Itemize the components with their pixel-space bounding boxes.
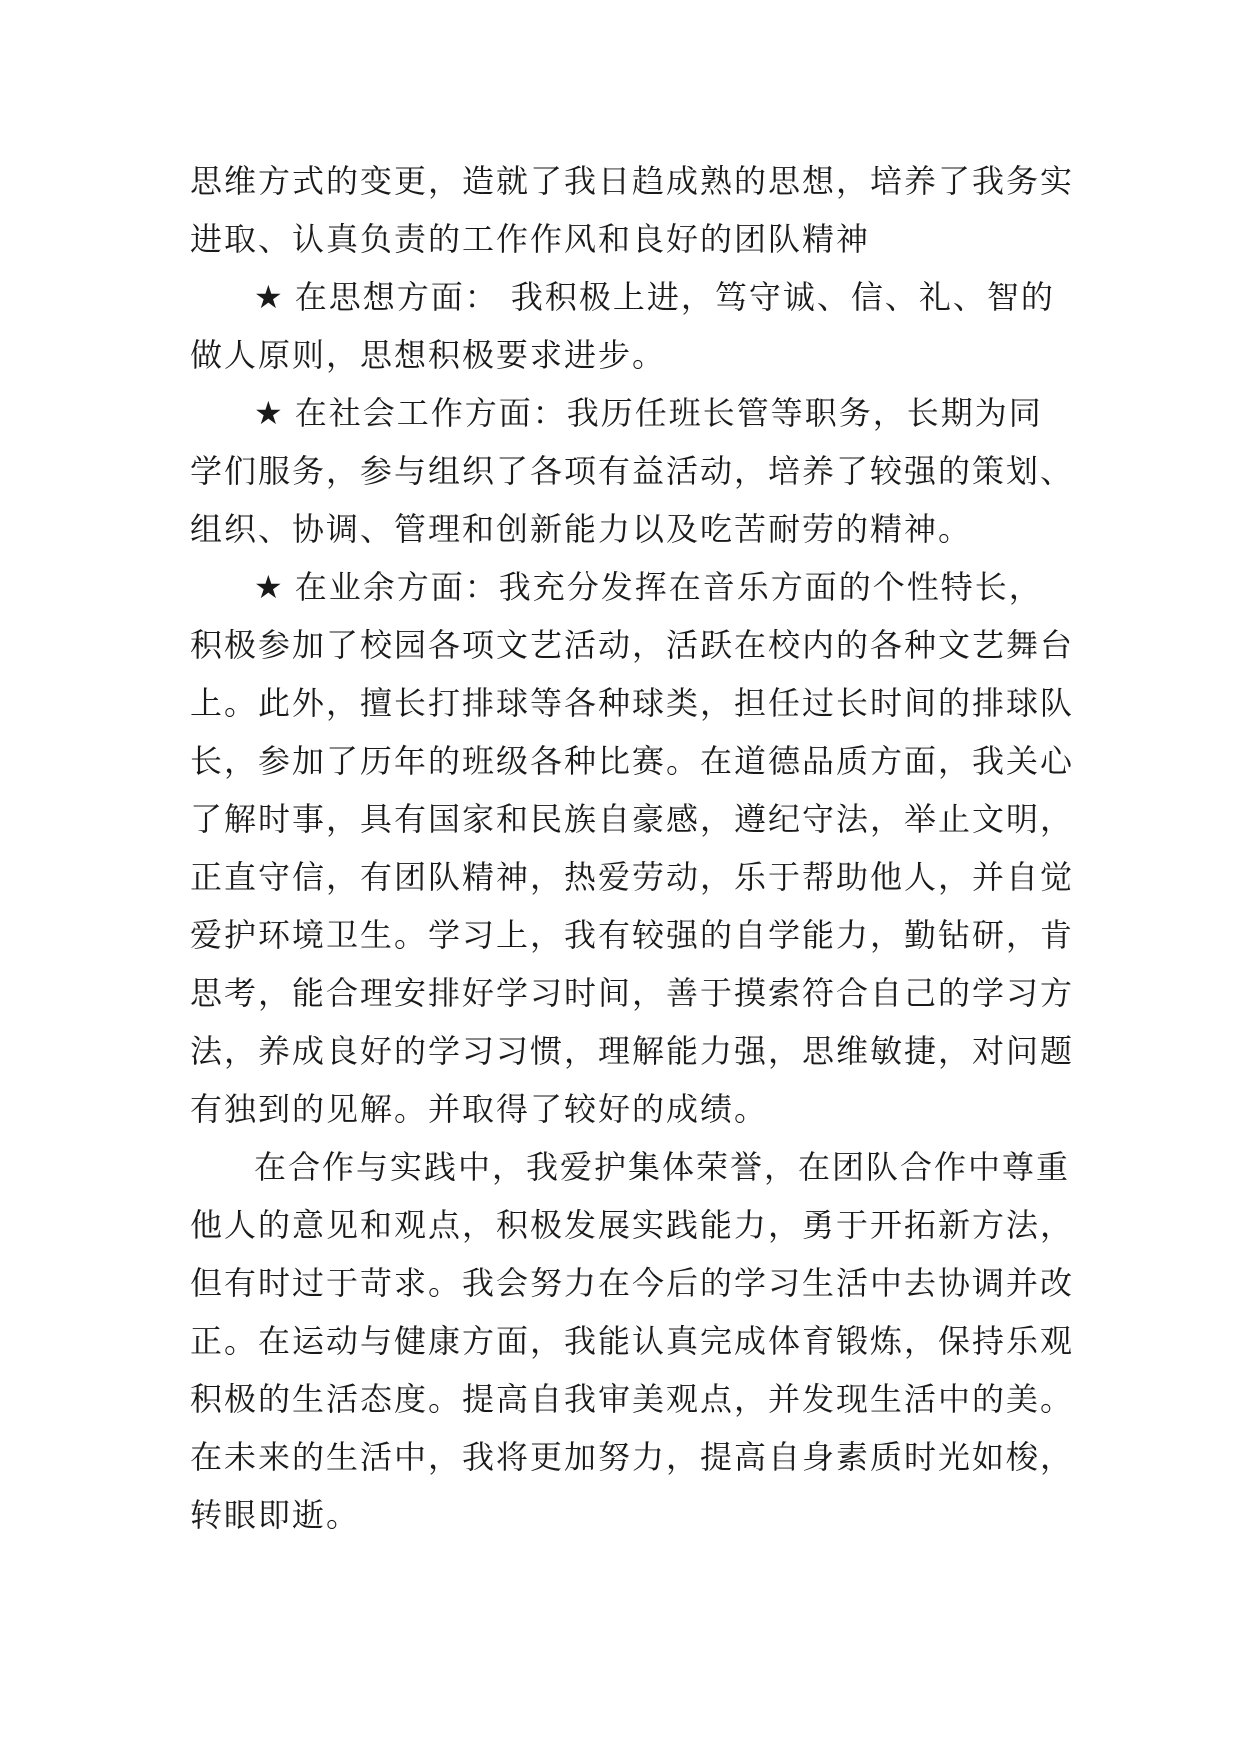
text-line [190,558,1054,616]
text-line: 积极的生活态度。提高自我审美观点，并发现生活中的美。 [190,1380,1075,1418]
paragraph-3 [190,384,1075,558]
text-line: 但有时过于苛求。我会努力在今后的学习生活中去协调并改 [190,1264,1075,1302]
text-line: 上。此外，擅长打排球等各种球类，担任过长时间的排球队 [190,684,1075,722]
text-line [190,384,1054,442]
text-line: 他人的意见和观点，积极发展实践能力，勇于开拓新方法， [190,1206,1075,1244]
star-bullet-icon: ★ [254,278,285,316]
text-line: 法，养成良好的学习习惯，理解能力强，思维敏捷，对问题 [190,1032,1075,1070]
text-line-content: 在社会工作方面：我历任班长管等职务，长期为同 [294,394,1043,432]
text-line: 做人原则，思想积极要求进步。 [190,336,667,374]
text-line: 转眼即逝。 [190,1496,361,1534]
text-line-content: 在业余方面：我充分发挥在音乐方面的个性特长， [294,568,1043,606]
text-line [190,268,1054,326]
paragraph-4 [190,558,1075,1138]
paragraph-2 [190,268,1054,384]
text-line: 组织、协调、管理和创新能力以及吃苦耐劳的精神。 [190,510,973,548]
star-bullet-icon: ★ [254,394,285,432]
text-line: 思维方式的变更，造就了我日趋成熟的思想，培养了我务实 [190,162,1075,200]
text-line: 进取、认真负责的工作作风和良好的团队精神 [190,220,871,258]
text-line: 正直守信，有团队精神，热爱劳动，乐于帮助他人，并自觉 [190,858,1075,896]
text-line-content: 在思想方面： 我积极上进，笃守诚、信、礼、智的 [294,278,1055,316]
text-line: 了解时事，具有国家和民族自豪感，遵纪守法，举止文明， [190,800,1075,838]
text-line: 爱护环境卫生。学习上，我有较强的自学能力，勤钻研，肯 [190,916,1075,954]
text-line: 正。在运动与健康方面，我能认真完成体育锻炼，保持乐观 [190,1322,1075,1360]
text-line: 学们服务，参与组织了各项有益活动，培养了较强的策划、 [190,452,1075,490]
text-line: 有独到的见解。并取得了较好的成绩。 [190,1090,769,1128]
text-line: 思考，能合理安排好学习时间，善于摸索符合自己的学习方 [190,974,1075,1012]
paragraph-5 [190,1138,1075,1544]
document-body [190,152,1075,1544]
text-line: 在合作与实践中，我爱护集体荣誉，在团队合作中尊重 [254,1148,1071,1186]
text-line: 长，参加了历年的班级各种比赛。在道德品质方面，我关心 [190,742,1075,780]
text-line: 在未来的生活中，我将更加努力，提高自身素质时光如梭， [190,1438,1075,1476]
paragraph-1 [190,152,1075,268]
text-line: 积极参加了校园各项文艺活动，活跃在校内的各种文艺舞台 [190,626,1075,664]
star-bullet-icon: ★ [254,568,285,606]
